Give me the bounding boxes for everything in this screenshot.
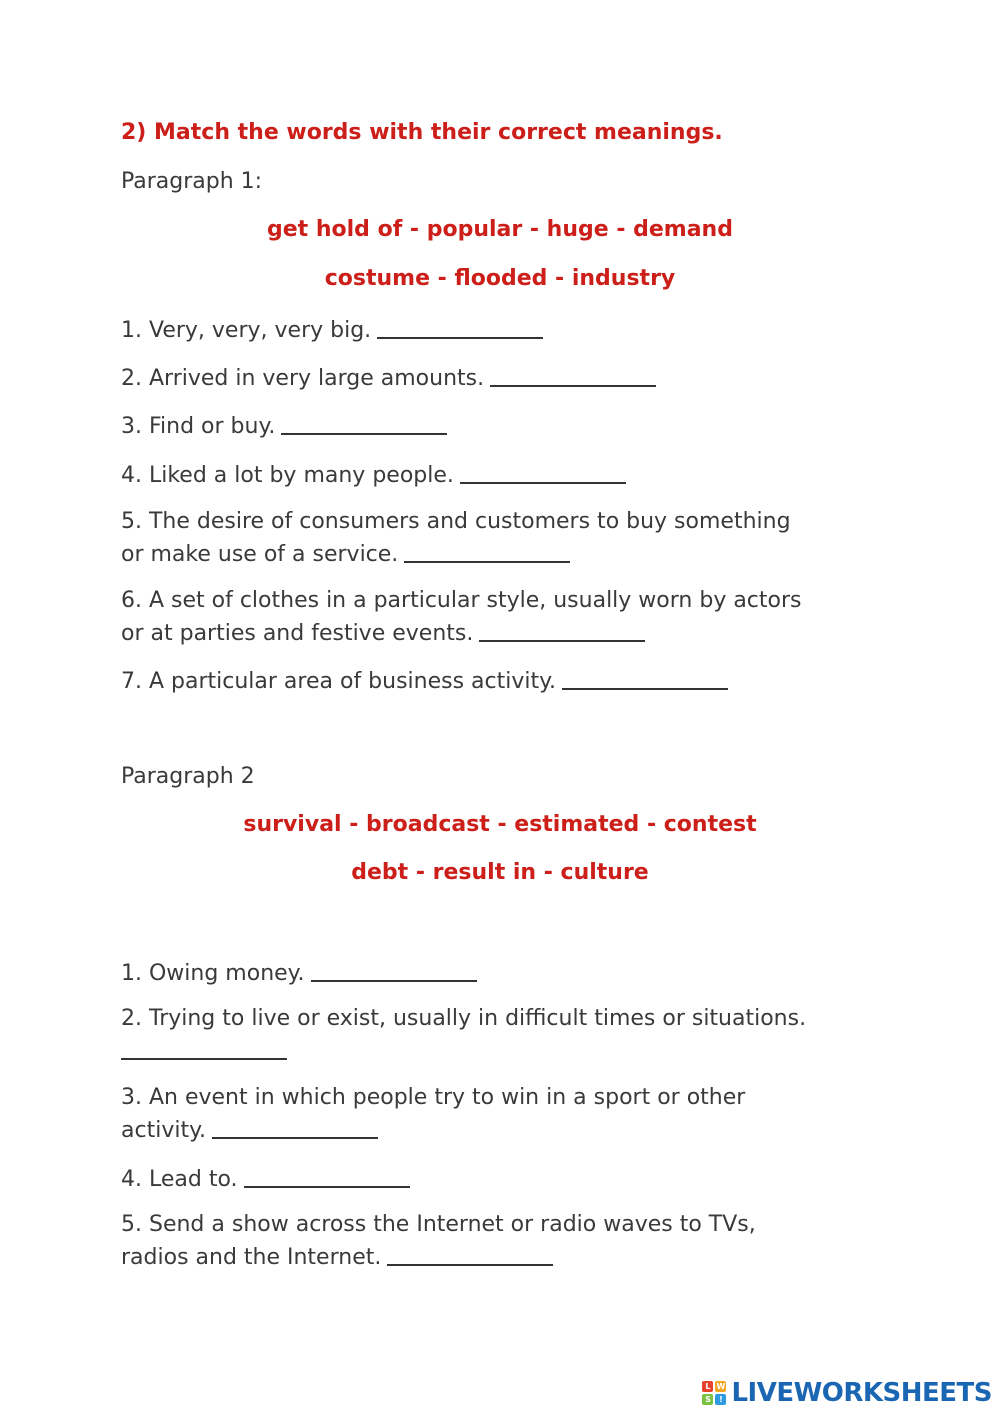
paragraph-2-label: Paragraph 2 xyxy=(121,764,255,789)
question-text: 3. Find or buy. xyxy=(121,414,276,439)
paragraph-2-wordbank-line-1: survival - broadcast - estimated - contest xyxy=(243,812,757,837)
question-text: or make use of a service. xyxy=(121,542,399,567)
p1-question-5-line-2 xyxy=(121,537,881,570)
paragraph-1-wordbank-line-1: get hold of - popular - huge - demand xyxy=(267,217,733,242)
p1-answer-blank-2[interactable] xyxy=(490,363,656,387)
p2-question-1 xyxy=(121,956,881,989)
p1-answer-blank-7[interactable] xyxy=(562,666,728,690)
p2-question-2-line-1: 2. Trying to live or exist, usually in difficult times or situations. xyxy=(121,1006,807,1031)
p1-answer-blank-6[interactable] xyxy=(479,618,645,642)
p1-question-2 xyxy=(121,361,881,394)
question-text: 2. Arrived in very large amounts. xyxy=(121,366,485,391)
p1-question-1 xyxy=(121,313,881,346)
liveworksheets-logo[interactable] xyxy=(702,1376,992,1410)
p2-answer-blank-5[interactable] xyxy=(387,1242,553,1266)
p1-question-4 xyxy=(121,458,881,491)
p2-question-5-line-2 xyxy=(121,1240,881,1273)
liveworksheets-mark-icon: L W S ! xyxy=(702,1381,728,1405)
question-text: activity. xyxy=(121,1118,206,1143)
paragraph-1-label: Paragraph 1: xyxy=(121,169,263,194)
p1-question-6-line-1: 6. A set of clothes in a particular style, usually worn by actors xyxy=(121,588,802,613)
exercise-title: 2) Match the words with their correct meanings. xyxy=(121,120,723,145)
p2-question-4 xyxy=(121,1162,881,1195)
p2-question-3-line-1: 3. An event in which people try to win in a sport or other xyxy=(121,1085,746,1110)
question-text: 1. Owing money. xyxy=(121,961,305,986)
p1-question-6-line-2 xyxy=(121,616,881,649)
p2-answer-blank-1[interactable] xyxy=(311,958,477,982)
p1-answer-blank-4[interactable] xyxy=(460,460,626,484)
question-text: 4. Lead to. xyxy=(121,1167,238,1192)
p1-question-7 xyxy=(121,664,881,697)
p2-question-3-line-2 xyxy=(121,1113,881,1146)
p2-answer-blank-4[interactable] xyxy=(244,1164,410,1188)
p1-answer-blank-1[interactable] xyxy=(377,315,543,339)
question-text: 1. Very, very, very big. xyxy=(121,318,372,343)
p2-question-5-line-1: 5. Send a show across the Internet or radio waves to TVs, xyxy=(121,1212,756,1237)
p2-answer-blank-3[interactable] xyxy=(212,1115,378,1139)
p2-question-2-line-2 xyxy=(121,1034,881,1067)
p1-question-5-line-1: 5. The desire of consumers and customers to buy something xyxy=(121,509,791,534)
p2-answer-blank-2[interactable] xyxy=(121,1036,287,1060)
p1-question-3 xyxy=(121,409,881,442)
question-text: 7. A particular area of business activity. xyxy=(121,669,557,694)
paragraph-1-wordbank-line-2: costume - flooded - industry xyxy=(324,266,676,291)
question-text: radios and the Internet. xyxy=(121,1245,382,1270)
p1-answer-blank-5[interactable] xyxy=(404,539,570,563)
question-text: or at parties and festive events. xyxy=(121,621,474,646)
logo-text: LIVEWORKSHEETS xyxy=(731,1378,992,1408)
p1-answer-blank-3[interactable] xyxy=(281,411,447,435)
paragraph-2-wordbank-line-2: debt - result in - culture xyxy=(351,860,649,885)
question-text: 4. Liked a lot by many people. xyxy=(121,463,454,488)
